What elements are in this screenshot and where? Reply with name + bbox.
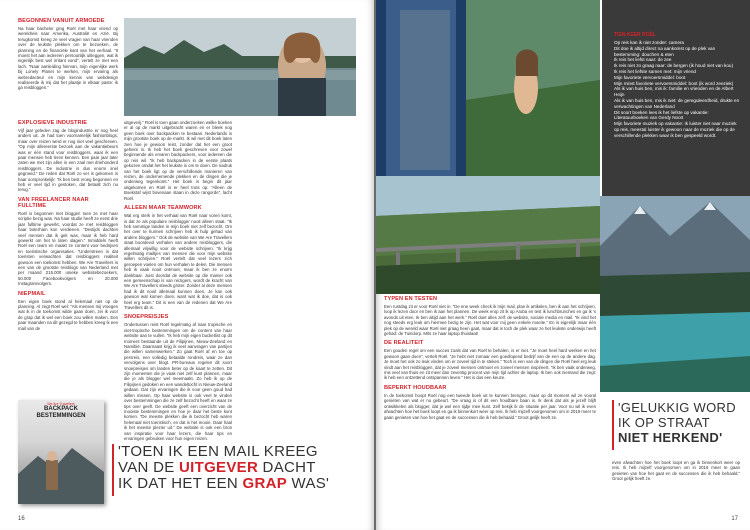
sidebar-item: Als ik van huis ben, mis ik niet: de gereguleerdheid, drukte en verwachtingen van Nederland bbox=[614, 97, 740, 109]
quote-line bbox=[618, 400, 746, 415]
quote-segment: NIET HERKEND' bbox=[618, 430, 723, 445]
page-number: 16 bbox=[18, 516, 25, 522]
section-text: Roël is begonnen met bloggen toen ze met haar scriptie bezig was. Na haar studie heeft ze eerst drie jaar fulltime gewerkt, voordat ze met reisbloggen haar boterham kon verdienen. “Destijds dachten veel mensen dat ik gek was, maar ik heb hard gewerkt om het te laten slagen.” Inmiddels heeft Roël een team en maakt ze content voor bedrijven en toeristische organisaties. “Understreen is dat toeristen verwachten dat reisbloggers realiteit gewoon een toekomst hebben. We Are Travellers is een van de grootste reisblogs van Nederland met per maand 215.000 unieke websitebezoekers, 50.000 Facebookvolgers en 20.000 Instagramvolgers. bbox=[18, 210, 118, 287]
sidebar-item: Op reis kan ik niet zonder: camera bbox=[614, 40, 684, 45]
section-heading: VAN FREELANCER NAAR FULLTIME bbox=[18, 196, 89, 209]
section-text: Wat erg sterk in het verhaal van Roël naar voren komt, is dat ze als populaire reisblogger nooit alleen staat. “Ik heb sommige landen in mijn boek niet zelf bezocht. Om het over te kunnen schrijven heb ik hulp gehad van andere bloggers.” Ook de website van We Are Travellers staat boordevol verhalen van andere reisbloggers, die allemaal vrijwillig voor de website schrijven. “Ik krijg regelmatig mailtjes van mensen die voor mijn website willen schrijven.” Roël vertelt dat veel lezers zich geroepen voelen om hun verhalen te delen. Die mensen heb ik vaak nooit ontmoet, maar ik ben ze enorm dankbaar. Juist doordat de website op die manier ook een gemeenschap is van reizigers, wordt de kracht van We Are Travellers steeds groter. Zonder al deze mensen had ik dit nooit allemaal kunnen doen. Je kan ook gewoon wat komen doen, want wat ik doe, dat is ook heel erg team.” Dit is een van de redenen dat We Are Travellers dit is. bbox=[124, 213, 232, 310]
bridge-photo-art bbox=[376, 176, 600, 294]
quote-line bbox=[618, 430, 746, 445]
section-text: Een gouden regel om een succes zoals dat van Roël te behalen, is er niet. “Je moet heel hard werken en het gewoon gaan doen”, vertelt Roël. “Je hebt niet zomaar een goedlopend bedrijf van de een op de andere dag. Je moet het ook zo leuk vinden om er zoveel tijd in te steken.” Toch is een van de dingen die Roël heel erg leuk vindt aan het reisbloggen, dat je zoveel mensen ontmoet en zoveel mensen inspireert. “Ik ben vaak onderweg, mis veel van thuis en zit meer dan zeventig procent van mijn tijd achter de laptop. Ik ben ook niemand die zegt: ik heb een ontzettend ontspannen leven.” Het is dus een keuze. bbox=[384, 348, 596, 381]
section-heading: NIEPMAIL bbox=[18, 290, 46, 297]
quote-bar bbox=[112, 444, 114, 496]
section-text: Een eigen boek stond al helemaal niet op de planning. Al zegt Roël wel: “Als mensen mij vroegen wat ik in de toekomst wilde gaan doen, zei ik voor de grap dat ik wel een boek zou willen maken. Een paar maanden na dit gezegd te hebben kreeg ik een mail van de bbox=[18, 298, 118, 331]
quote-bar bbox=[612, 400, 614, 450]
sidebar-list bbox=[614, 40, 740, 139]
right-text-column bbox=[384, 296, 596, 420]
quote-segment: 'GELUKKIG WORD bbox=[618, 400, 736, 415]
left-column-2 bbox=[124, 120, 232, 441]
bridge-photo bbox=[376, 176, 600, 294]
book-cover bbox=[18, 400, 104, 504]
quote-segment: UITGEVER bbox=[179, 459, 259, 476]
sidebar-item: Ik reis het liefst naar: de zee bbox=[614, 57, 672, 63]
quote-segment: IK OP STRAAT bbox=[618, 415, 710, 430]
section-heading: EXPLOSIEVE INDUSTRIE bbox=[18, 120, 88, 126]
sidebar-item: Mijn minst favoriete vervoersmiddel: boot (ik word zeeziek) bbox=[614, 80, 734, 86]
sidebar-item: Mijn favoriete vervoersmiddel: boot bbox=[614, 74, 686, 80]
sidebar-title: TIEN KEER ROËL bbox=[614, 32, 656, 38]
section-heading: TYPEN EN TESTEN bbox=[384, 296, 438, 302]
section-text: Ondertussen reist Roël regelmatig af naar tropische en niet-tropische bestemmingen om de content van haar website aan te vullen. “Ik heb mijn eigen bucketlist op dit moment bestaande uit de Filipijnen, Nieuw-Zeeland en Namibië. Daarnaast krijg ik veel aanvragen van partijen die willen samenwerken.” Zo gaat Roël af en toe op persreis, een volledig betaalde rondreis, waar ze dan vervolgens over blogt. PR-bureaus regelen dit soort snoepreisjes om landen beter op de kaart te zetten. Dit zijn momenten die je vaak niet zelf kunt plannen, maar die je als blogger wel meemaakt. Zo heb ik op de Filipijnen gedoken en een wandeltocht in Nieuw-Zeeland gedaan. Dat zijn ervaringen die ik voor geen goud had willen missen. Op haar website is ook veel te vinden over bestemmingen die ze zelf bezocht heeft en waar ze tips over geeft. De website geeft een overzicht van de mooiste bestemmingen en hoe je daar het beste kunt komen. “De meeste plekken die ik bezocht heb waren helemaal niet toeristisch, en dat is het mooie. Daar haal ik het meeste plezier uit.” De website is ook een bron van inspiratie voor haar lezers, die haar tips en ervaringen gebruiken voor hun eigen reizen. bbox=[124, 322, 232, 441]
mountain-lake-photo-art bbox=[600, 196, 750, 392]
quote-segment: WAS' bbox=[287, 475, 330, 492]
section-text: Een rustdag zit er voor Roël niet in. “De ene week check ik mijn mail, plan ik artikelen, ben ik aan het schrijven, loop ik lezen door en ben ik aan het plannen. De week erop zit ik op Aruba en test ik lunchbrunches en ga ik 's avonds uit eten. Ik ben altijd aan het werk.” Roël doet alles zelf: de website, sociale media en mail. “Ik vind het nog steeds erg leuk om hiermee bezig te zijn. Het wat voor mij geen enkele moeite.” En is eigenlijk maar één plek op de wereld waar Roël niet graag heen gaat, maar dat is toch de plek waar ze het leukste onderwijs heeft gehad: de Tuindorp. Mits ze haar laptop thuislaat! bbox=[384, 304, 596, 337]
quote-segment: 'TOEN IK EEN MAIL KREEG bbox=[118, 443, 318, 460]
quote-line bbox=[618, 415, 746, 430]
section-text: Na haar bachelor ging Roël met haar vriend op wereldreis naar Amerika, Australië en Azië. Bij terugkomst kreeg ze veel vragen van haar vrienden over de leukste plekken om te bezoeken, de planning en de financiële kant van het verhaal. “It moest het aan iedereen persoonlijk uitleggen, wat ik eigenlijk best wel irritant vond”, vertelt ze met een lach. “Naar aanleiding hiervan, mijn eigenlijke werk bij Lonely Planet te werken, mijn ervaring als webredacteur en mijn kennis van webdesign realiseerde ik mij dat het plaatje in elkaar paste: ik ga reisbloggen.” bbox=[18, 26, 118, 91]
quote-line bbox=[118, 476, 358, 492]
right-tail-text bbox=[612, 460, 740, 482]
section-text: In de toekomst hoopt Roël nog een tweede boek uit te kunnen brengen, maar op dit moment wil ze vooral genieten van wat er nu gebeurt. “De vraag is of dit een houdbare baan is. Ik denk dat als je jezelf blijft ontwikkelen als blogger, dat je wel een tijdje mee kunt. Zelf bekijk ik de situatie per jaar. Voor nu wil ik even afwachten hoe het boek loopt en ga ik binnenkort weer op reis. Ik heb mijzelf voorgenomen om in 2019 meer te gaan genieten van hoe het gaat en de successen die ik heb behaald.” Groot gelijk heeft ze. bbox=[384, 392, 596, 420]
quote-segment: IK DAT HET EEN bbox=[118, 475, 243, 492]
mountain-lake-photo bbox=[600, 196, 750, 392]
section-text-tail: even afwachten hoe het boek loopt en ga ik binnenkort weer op reis. Ik heb mijzelf voorgenomen om in 2019 meer te gaan genieten van hoe het gaat en de successen die ik heb behaald.” Groot gelijk heeft ze. bbox=[612, 460, 740, 482]
section-heading: BEPERKT HOUDBAAR bbox=[384, 384, 447, 391]
left-column-1-continued bbox=[18, 120, 118, 331]
book-title: BACKPACK BESTEMMINGEN bbox=[36, 406, 86, 419]
train-photo bbox=[376, 0, 600, 176]
pull-quote bbox=[618, 400, 746, 445]
quote-segment: VAN DE bbox=[118, 459, 180, 476]
sidebar-item: Mijn favoriete muziek op vakantie: Ik luister niet naar muziek op reis, meestal luister ik gewoon naar de muziek die op de verschillende plekken waar ik ben gespeeld wordt. bbox=[614, 121, 737, 138]
train-photo-art bbox=[376, 0, 600, 176]
left-column-1 bbox=[18, 18, 118, 91]
section-heading: SNOEPREISJES bbox=[124, 314, 169, 321]
sidebar-item: Dit doe ik altijd direct na aankomst op de plek van bestemming: douchen & eten bbox=[614, 45, 716, 57]
section-heading: ALLEEN MAAR TEAMWORK bbox=[124, 205, 202, 212]
book-publisher: We Are Travellers bbox=[47, 402, 75, 406]
section-heading: DE REALITEIT bbox=[384, 340, 424, 347]
lake-photo bbox=[124, 18, 356, 116]
quote-segment: DACHT bbox=[258, 459, 316, 476]
quote-line bbox=[118, 460, 358, 476]
left-page bbox=[0, 0, 374, 530]
section-text: Vijf jaar geleden zag de blogindustrie er nog heel anders uit. Je had toen voornamelijk fashionblogs, maar over reizen werd er nog niet veel geschreven. “Op mijn allereerste bezoek aan de vakantiebeurs was er één stand voor reisbloggers, waar ik een paar mensen heb leren kennen. Een paar jaar later zaten we met zijn allen in een zaal met driehonderd reisbloggers. De industrie is dus enorm snel gegroeid.” De reden dat Roël zo ver is gekomen is haar oorspronkelijk: “Ik ben best vroeg begonnen en heb er veel tijd in gestoken, dat betaalt zich nu terug.” bbox=[18, 128, 118, 193]
column-intro-text: uitgeverij.” Roël is toen gaan onderzoeken welke boeken er al op de markt uitgebracht waren en er bleek nog geen boek over backpacken te bestaan. Nederlands is mijn grootste boek op de markt. Ik wil met dit boek laten zien hoe je gewoon reist, zonder dat het een groot geheim is. Ik heb het boek geschreven voor zowel beginnende als ervaren backpackers, voor iedereen die op reis wil. “Ik heb backpacken in de eerste plaats gekozen omdat het het leukste is om te doen. De nadruk van het boek ligt op de verschillende manieren van reizen, de ondernemende plekken en de dingen die je onderweg tegenkomt.” Het boek is begin dit jaar uitgekomen en Roël is er heel trots op. “Alleen de Boekstaf wijst bovenaan staan in deze rangorde”, lacht Roël. bbox=[124, 120, 232, 201]
fact-sidebar bbox=[602, 0, 750, 196]
page-number: 17 bbox=[731, 516, 738, 522]
right-page bbox=[376, 0, 750, 530]
quote-line bbox=[118, 444, 358, 460]
section-heading: BEGONNEN VANUIT ARMOEDE bbox=[18, 18, 105, 24]
sidebar-item: Ik reis het liefste samen met: mijn vriend bbox=[614, 68, 696, 74]
book-cover-art bbox=[18, 434, 104, 504]
quote-segment: GRAP bbox=[242, 475, 288, 492]
lake-photo-art bbox=[124, 18, 356, 116]
sidebar-item: Ik reis niet zo graag naar: de bergen (ik houd niet van kou) bbox=[614, 63, 733, 69]
sidebar-item: Dit soort boeken lees ik het liefste op vakantie: Literatuurboeken van Gerdy Noort bbox=[614, 109, 709, 121]
pull-quote bbox=[118, 444, 358, 492]
sidebar-item: Als ik van huis ben, mis ik: familie en vrienden en de Albert Heijn bbox=[614, 86, 734, 98]
